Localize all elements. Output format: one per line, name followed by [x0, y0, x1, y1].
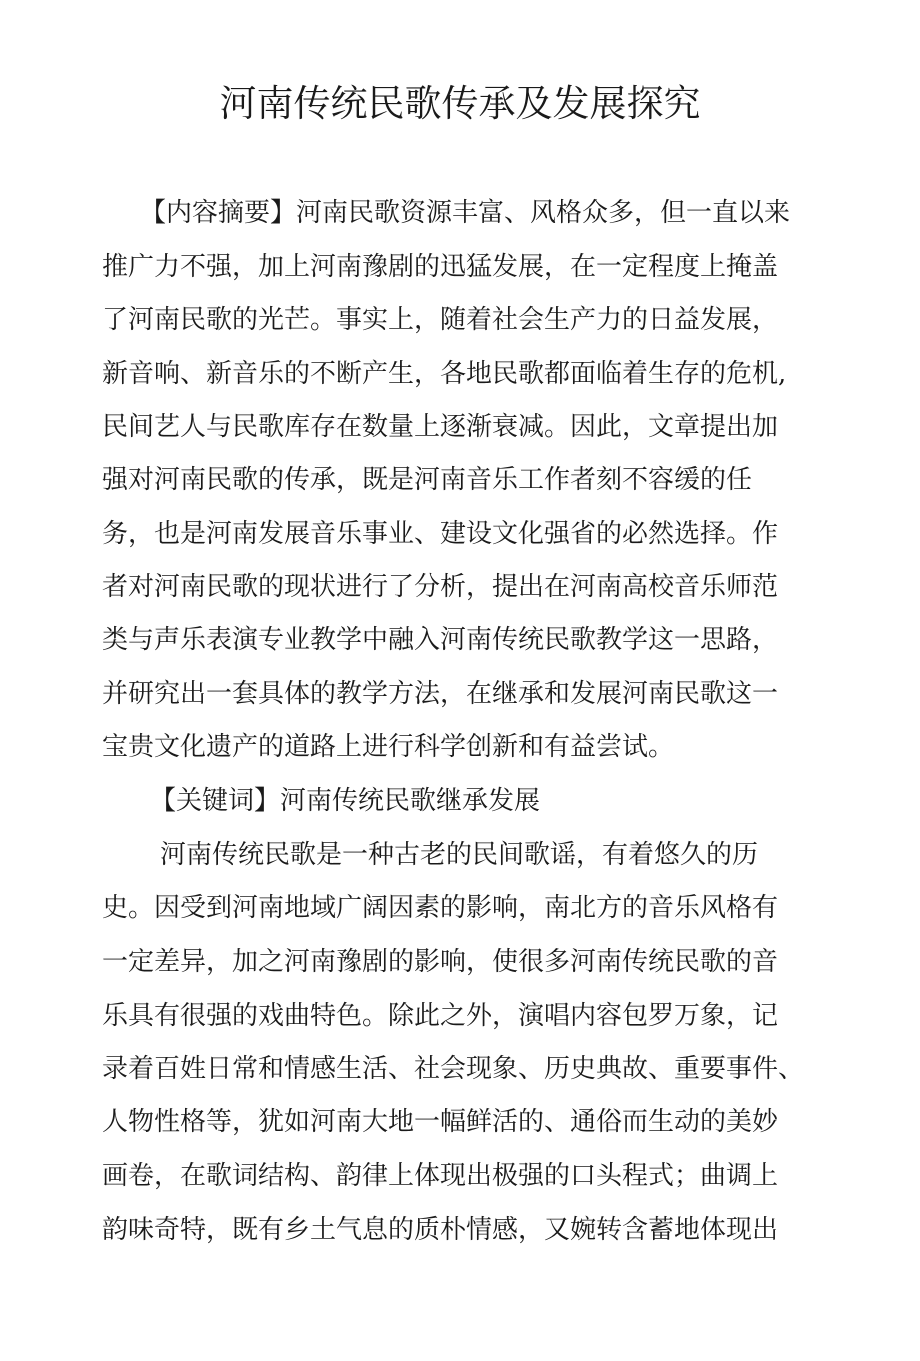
body-line: 录着百姓日常和情感生活、社会现象、历史典故、重要事件、 [102, 1054, 805, 1084]
body-line: 乐具有很强的戏曲特色。除此之外，演唱内容包罗万象，记 [102, 1001, 779, 1031]
body-line: 河南传统民歌是一种古老的民间歌谣，有着悠久的历 [160, 840, 759, 870]
body-line: 韵味奇特，既有乡土气息的质朴情感，又婉转含蓄地体现出 [102, 1215, 779, 1245]
abstract-line: 民间艺人与民歌库存在数量上逐渐衰减。因此，文章提出加 [102, 412, 779, 442]
document-title: 河南传统民歌传承及发展探究 [219, 82, 701, 125]
abstract-line: 推广力不强，加上河南豫剧的迅猛发展，在一定程度上掩盖 [102, 252, 779, 282]
abstract-line: 宝贵文化遗产的道路上进行科学创新和有益尝试。 [102, 732, 675, 762]
abstract-line: 者对河南民歌的现状进行了分析，提出在河南高校音乐师范 [102, 572, 779, 602]
body-line: 一定差异，加之河南豫剧的影响，使很多河南传统民歌的音 [102, 947, 779, 977]
abstract-line: 强对河南民歌的传承，既是河南音乐工作者刻不容缓的任 [102, 465, 753, 495]
body-line: 人物性格等，犹如河南大地一幅鲜活的、通俗而生动的美妙 [102, 1107, 779, 1137]
body-line: 史。因受到河南地域广阔因素的影响，南北方的音乐风格有 [102, 893, 779, 923]
body-line: 画卷，在歌词结构、韵律上体现出极强的口头程式；曲调上 [102, 1161, 779, 1191]
abstract-line: 类与声乐表演专业教学中融入河南传统民歌教学这一思路， [102, 625, 779, 655]
abstract-line: 务，也是河南发展音乐事业、建设文化强省的必然选择。作 [102, 519, 779, 549]
abstract-line: 了河南民歌的光芒。事实上，随着社会生产力的日益发展， [102, 305, 779, 335]
keywords: 【关键词】河南传统民歌继承发展 [150, 786, 541, 816]
abstract-line: 【内容摘要】河南民歌资源丰富、风格众多，但一直以来 [140, 198, 791, 228]
abstract-line: 新音响、新音乐的不断产生，各地民歌都面临着生存的危机, [102, 359, 787, 389]
abstract-line: 并研究出一套具体的教学方法，在继承和发展河南民歌这一 [102, 679, 779, 709]
